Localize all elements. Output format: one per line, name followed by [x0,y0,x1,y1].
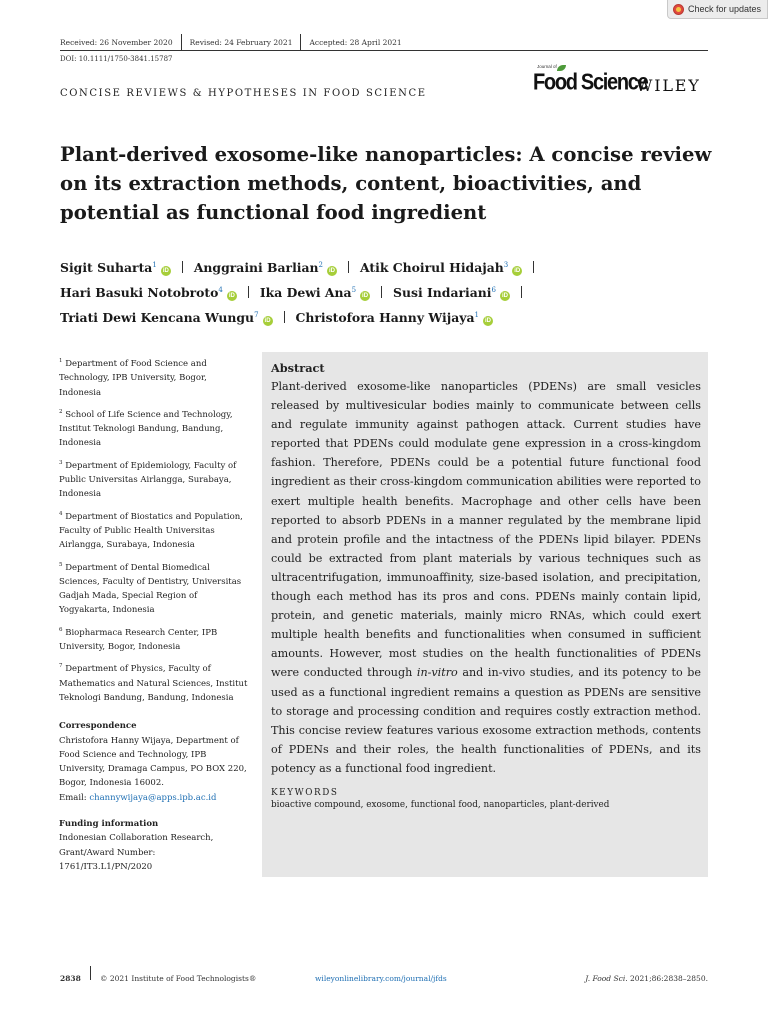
affiliation-text: Department of Food Science and Technology, IPB University, Bogor, Indonesia [59,359,207,398]
affiliation [59,558,249,618]
correspondence-text [59,734,249,805]
orcid-icon[interactable]: iD [228,293,235,299]
orcid-icon[interactable]: iD [362,293,369,299]
affiliation [59,354,249,400]
journal-url-link[interactable]: wileyonlinelibrary.com/journal/jfds [315,974,447,983]
keywords: bioactive compound, exosome, functional food, nanoparticles, plant-derived [271,799,610,810]
author[interactable] [260,285,370,300]
page-number: 2838 [60,974,81,983]
copyright: © 2021 Institute of Food Technologists® [100,974,257,983]
author[interactable] [393,285,510,300]
divider [90,966,91,980]
affiliation [59,456,249,502]
header-rule [60,50,708,51]
check-for-updates-button[interactable] [667,0,768,19]
affiliation-number: 2 [59,408,63,415]
orcid-icon[interactable]: iD [162,268,169,274]
affiliation-number: 6 [59,626,63,633]
affiliations-column [59,354,249,874]
correspondence-address: Christofora Hanny Wijaya, Department of Food Science and Technology, IPB University, Dramaga Campus, PO BOX 220, Bogor, Indonesia 16002. [59,735,247,789]
abstract-text-part: and in-vivo studies, and its potency to be used as a functional ingredient remains a question as PDENs are sensitive to storage and processing condition and requires costly extraction method. This concise review features various exosome extraction methods, contents of PDENs and their roles, the health functionalities of PDENs, and its potency as a functional food ingredient. [271,666,701,775]
author[interactable] [296,310,493,325]
author[interactable] [60,260,171,275]
affiliation-text: Biopharmaca Research Center, IPB University, Bogor, Indonesia [59,627,218,653]
affiliation-number: 4 [59,510,63,517]
affiliation-text: Department of Epidemiology, Faculty of Public Universitas Airlangga, Surabaya, Indonesia [59,460,237,500]
divider [348,261,349,273]
author-name: Triati Dewi Kencana Wungu [60,310,255,325]
orcid-icon[interactable]: iD [329,268,336,274]
divider [284,311,285,323]
article-dates [60,34,410,50]
author-affiliation: 7 [254,311,259,319]
accepted-date: Accepted: 28 April 2021 [309,37,402,47]
author-affiliation: 3 [503,261,509,269]
abstract-box [262,352,708,877]
divider [521,286,522,298]
author[interactable] [60,285,237,300]
author[interactable] [60,310,273,325]
author[interactable] [194,260,337,275]
affiliation-number: 7 [59,663,63,670]
orcid-icon[interactable]: iD [484,318,491,324]
author-name: Atik Choirul Hidajah [360,260,504,275]
affiliation-number: 3 [59,459,63,466]
affiliation-text: Department of Dental Biomedical Sciences, Faculty of Dentistry, Universitas Gadjah Mada, Special Region of Yogyakarta, Indonesia [59,562,242,616]
abstract-heading: Abstract [271,361,325,375]
affiliation-number: 1 [59,358,63,364]
journal-logo [533,64,648,98]
author-affiliation: 6 [491,286,496,294]
author-list [60,254,720,329]
orcid-icon[interactable]: iD [501,293,508,299]
journal-logo-name: Food Science [533,70,648,96]
citation [585,974,708,983]
author[interactable] [360,260,522,275]
author-affiliation: 4 [218,286,223,294]
author-affiliation: 1 [474,311,479,319]
affiliation [59,623,249,655]
affiliation-text: Department of Biostatics and Population, Faculty of Public Health Universitas Airlangga, Surabaya, Indonesia [59,511,243,551]
email-label: Email: [59,792,87,803]
orcid-icon[interactable]: iD [514,268,521,274]
journal-logo-small-text: Journal of [537,64,557,69]
author-name: Anggraini Barlian [193,260,319,275]
funding-heading: Funding information [59,819,159,830]
received-date: Received: 26 November 2020 [60,37,173,47]
divider [248,286,249,298]
citation-details: 2021;86:2838–2850. [627,974,708,983]
journal-abbrev: J. Food Sci. [585,974,628,983]
affiliation-text: Department of Physics, Faculty of Mathematics and Natural Sciences, Institut Teknologi Bandung, Bandung, Indonesia [59,664,248,703]
doi: DOI: 10.1111/1750-3841.15787 [60,55,173,63]
email-link[interactable]: channywijaya@apps.ipb.ac.id [89,792,217,803]
author-affiliation: 5 [351,286,357,294]
keywords-heading: KEYWORDS [271,787,339,798]
article-title: Plant-derived exosome-like nanoparticles: A concise review on its extraction methods, content, bioactivities, and potential as functional food ingredient [60,143,712,224]
page-footer [60,966,708,988]
abstract-text [271,377,701,778]
funding-text: Indonesian Collaboration Research, Grant/Award Number: 1761/IT3.L1/PN/2020 [59,833,214,872]
affiliation [59,507,249,553]
affiliation-text: School of Life Science and Technology, Institut Teknologi Bandung, Bandung, Indonesia [59,409,233,449]
abstract-text-part: Plant-derived exosome-like nanoparticles (PDENs) are small vesicles released by multivesicular bodies mainly to communicate between cells and regulate immunity against pathogen attack. Current studies have reported that PDENs could modulate gene expression in a cross-kingdom fashion. Therefore, PDENs could be a potential future functional food ingredient as their cross-kingdom communication abilities were reported to exert multiple health benefits. Macrophage and other cells have been reported to absorb PDENs in a manner regulated by the membrane lipid and protein profile and the intactness of the PDENs lipid bilayer. PDENs could be extracted from plant materials by various techniques such as ultracentrifugation, immunoaffinity, size-based isolation, and precipitation, though each method has its pros and cons. PDENs mainly contain lipid, protein, and genetic materials, mainly micro RNAs, which could exert multiple health benefits and functionalities when consumed in sufficient amounts. However, most studies on the health functionalities of PDENs were conducted through [271,380,701,680]
affiliation [59,405,249,451]
divider [182,261,183,273]
crossmark-icon [673,4,684,15]
correspondence-heading: Correspondence [59,721,137,732]
divider [381,286,382,298]
revised-date: Revised: 24 February 2021 [189,37,293,47]
orcid-icon[interactable]: iD [264,318,271,324]
author-affiliation: 2 [318,261,324,269]
author-name: Sigit Suharta [60,260,153,275]
divider [533,261,534,273]
abstract-italic: in-vitro [416,666,458,680]
author-affiliation: 1 [152,261,157,269]
author-name: Christofora Hanny Wijaya [295,310,475,325]
author-name: Ika Dewi Ana [259,285,352,300]
publisher-logo: WILEY [636,76,701,95]
check-for-updates-label: Check for updates [688,4,762,14]
section-heading: CONCISE REVIEWS & HYPOTHESES IN FOOD SCIENCE [60,88,427,99]
affiliation-number: 5 [59,561,63,568]
author-name: Susi Indariani [393,285,492,300]
affiliation [59,659,249,705]
author-name: Hari Basuki Notobroto [60,285,219,300]
